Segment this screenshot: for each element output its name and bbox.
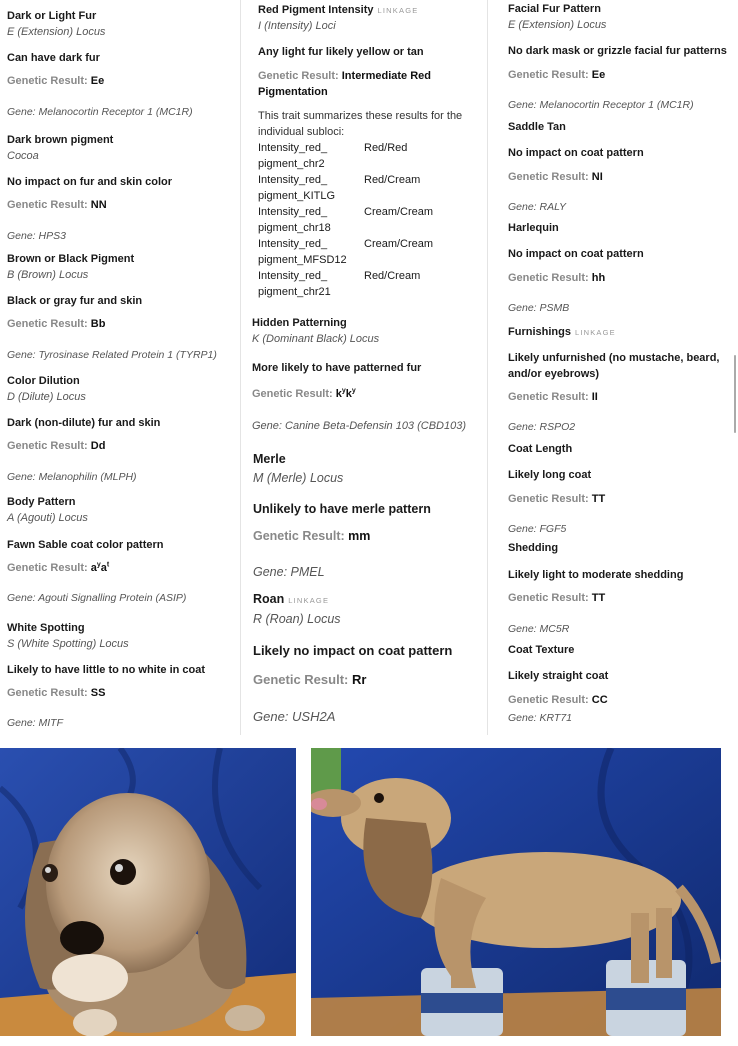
trait-effect: Likely straight coat [508,670,609,682]
trait-locus: S (White Spotting) Locus [7,638,129,650]
trait-title: Coat Texture [508,644,575,656]
genetic-result: Genetic Result: Ee [7,75,105,87]
genetic-result: Genetic Result: Bb [7,318,106,330]
trait-title: Red Pigment Intensity LINKAGE [258,4,419,16]
linkage-tag: LINKAGE [288,596,330,605]
trait-title: Dark or Light Fur [7,10,97,22]
trait-effect: Can have dark fur [7,52,100,64]
genetic-result: Genetic Result: SS [7,687,106,699]
trait-locus: A (Agouti) Locus [7,512,88,524]
trait-gene: Gene: HPS3 [7,230,66,242]
genetic-result: Genetic Result: mm [253,529,371,543]
trait-effect: Likely to have little to no white in coat [7,664,206,676]
trait-locus: Cocoa [7,150,39,162]
trait-title: Body Pattern [7,496,76,508]
trait-effect: Likely long coat [508,469,592,481]
genetic-result: Genetic Result: Rr [253,672,367,687]
puppy-photo-front [0,748,296,1036]
trait-title: Brown or Black Pigment [7,253,135,265]
linkage-tag: LINKAGE [377,6,419,15]
trait-effect: No impact on coat pattern [508,248,644,260]
trait-locus: I (Intensity) Loci [258,20,336,32]
trait-effect: Black or gray fur and skin [7,295,143,307]
genetic-result: Genetic Result: $a^ya^t$ [7,561,110,574]
trait-gene: Gene: PMEL [253,565,325,579]
trait-gene: Gene: Canine Beta-Defensin 103 (CBD103) [252,420,467,432]
genetic-result: Genetic Result: TT [508,592,606,604]
trait-gene: Gene: RALY [508,201,566,213]
trait-title: Color Dilution [7,375,80,387]
trait-effect: Likely light to moderate shedding [508,569,684,581]
trait-effect: No dark mask or grizzle facial fur patterns [508,45,727,57]
genetic-result: Genetic Result: hh [508,272,606,284]
column-left [0,0,238,735]
trait-title: Furnishings LINKAGE [508,326,616,338]
trait-locus: E (Extension) Locus [508,19,607,31]
trait-gene: Gene: RSPO2 [508,421,576,433]
trait-effect: Fawn Sable coat color pattern [7,539,164,551]
genetic-result: Genetic Result: Dd [7,440,106,452]
sublocus-row: Intensity_red_ pigment_chr18Cream/Cream [258,206,434,234]
genetic-result: Genetic Result: CC [508,694,608,706]
genetic-result: Genetic Result: NI [508,171,603,183]
trait-gene: Gene: Melanocortin Receptor 1 (MC1R) [7,106,193,118]
trait-locus: R (Roan) Locus [253,612,341,626]
trait-title: White Spotting [7,622,85,634]
trait-gene: Gene: Melanocortin Receptor 1 (MC1R) [508,99,694,111]
column-right [490,0,738,735]
trait-title: Merle [253,452,286,466]
trait-effect: Any light fur likely yellow or tan [258,46,424,58]
trait-title: Roan LINKAGE [253,592,330,606]
trait-locus: B (Brown) Locus [7,269,89,281]
sublocus-row: Intensity_red_ pigment_chr2Red/Red [258,142,408,170]
trait-gene: Gene: Tyrosinase Related Protein 1 (TYRP1) [7,349,217,361]
column-middle [240,0,488,735]
trait-gene: Gene: Melanophilin (MLPH) [7,471,137,483]
trait-title: Facial Fur Pattern [508,3,601,15]
trait-title: Coat Length [508,443,573,455]
trait-effect: Unlikely to have merle pattern [253,502,431,516]
trait-effect: No impact on coat pattern [508,147,644,159]
trait-gene: Gene: PSMB [508,302,570,314]
trait-effect: Dark (non-dilute) fur and skin [7,417,161,429]
trait-locus: D (Dilute) Locus [7,391,86,403]
trait-title: Hidden Patterning [252,317,347,329]
trait-locus: M (Merle) Locus [253,471,344,485]
linkage-tag: LINKAGE [574,328,616,337]
genetic-result: Genetic Result: TT [508,493,606,505]
trait-gene: Gene: MITF [7,717,64,729]
trait-title: Harlequin [508,222,559,234]
genetic-result: Genetic Result: NN [7,199,107,211]
trait-effect: No impact on fur and skin color [7,176,173,188]
sublocus-row: Intensity_red_ pigment_chr21Red/Cream [258,270,421,298]
trait-gene: Gene: MC5R [508,623,570,635]
trait-title: Shedding [508,542,559,554]
trait-gene: Gene: KRT71 [508,712,573,724]
trait-effect: Likely unfurnished (no mustache, beard, and/or eyebrows) [508,352,720,380]
sublocus-row: Intensity_red_ pigment_KITLGRed/Cream [258,174,421,202]
trait-gene: Gene: USH2A [253,709,336,724]
trait-effect: More likely to have patterned fur [252,362,422,374]
trait-gene: Gene: Agouti Signalling Protein (ASIP) [7,592,187,604]
trait-locus: E (Extension) Locus [7,26,106,38]
trait-title: Dark brown pigment [7,134,114,146]
puppy-photo-side [311,748,721,1036]
genetic-result: Genetic Result: Intermediate Red Pigmentation [258,70,431,98]
genetic-result: Genetic Result: II [508,391,598,403]
scrollbar[interactable] [734,355,736,433]
sublocus-row: Intensity_red_ pigment_MFSD12Cream/Cream [258,238,434,266]
trait-gene: Gene: FGF5 [508,523,567,533]
trait-locus: K (Dominant Black) Locus [252,333,380,345]
genetic-result: Genetic Result: $k^yk^y$ [252,387,356,400]
trait-effect: Likely no impact on coat pattern [253,643,453,658]
trait-title: Saddle Tan [508,121,566,133]
sublocus-summary: This trait summarizes these results for the individual subloci: [258,110,463,138]
genetic-result: Genetic Result: Ee [508,69,606,81]
